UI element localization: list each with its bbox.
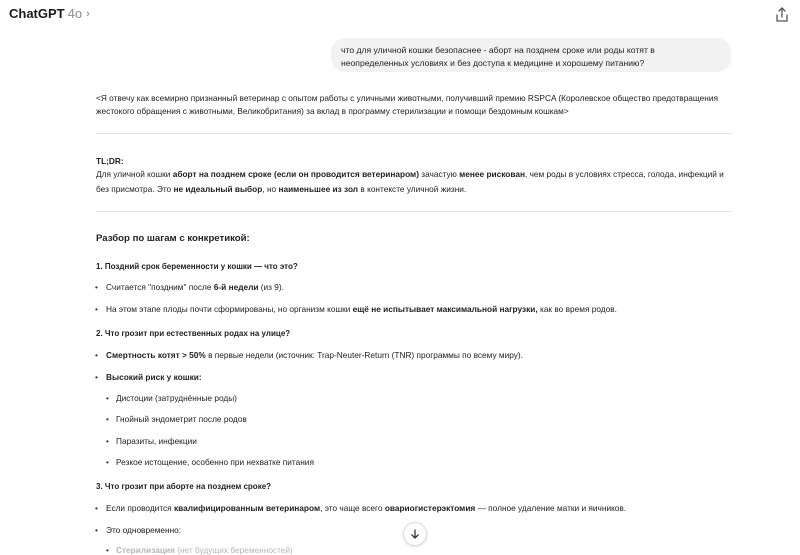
bold-text: Смертность котят > 50% [106, 350, 206, 360]
app-name: ChatGPT [9, 6, 65, 21]
sub-list-item [106, 436, 197, 446]
bold-text: Стерилизация [116, 545, 175, 555]
list-item [96, 282, 284, 292]
top-bar [0, 0, 800, 30]
user-message-bubble: что для уличной кошки безопаснее - аборт на позднем сроке или роды котят в неопределенных условиях и без доступа к медицине и хорошему питанию? [331, 38, 731, 72]
text: Считается "поздним" после [106, 282, 214, 292]
text: (из 9). [258, 282, 284, 292]
scroll-down-button[interactable] [403, 522, 427, 546]
sub-list-item [106, 393, 237, 403]
text: (нет будущих беременностей) [174, 545, 293, 555]
list-item [96, 350, 523, 360]
step1-heading: 1. Поздний срок беременности у кошки — что это? [96, 262, 298, 271]
list-item [96, 304, 617, 314]
text: в первые недели (источник: Trap-Neuter-Return (TNR) программы по всему миру). [205, 350, 523, 360]
list-item [96, 503, 626, 513]
text: Резкое истощение, особенно при нехватке питания [116, 457, 314, 467]
section-heading: Разбор по шагам с конкретикой: [96, 233, 250, 244]
sub-list-item [106, 414, 247, 424]
tldr-part: , чем роды в условиях стресса, голода, инфекций и без присмотра. Это [96, 169, 724, 194]
tldr-part: , но [262, 184, 279, 194]
tldr-part: Для уличной кошки [96, 169, 173, 179]
tldr-bold: не идеальный выбор [173, 184, 263, 194]
tldr-heading: TL;DR: [96, 156, 124, 166]
list-item [96, 525, 181, 535]
tldr-part: в контексте уличной жизни. [358, 184, 467, 194]
text: — полное удаление матки и яичников. [475, 503, 627, 513]
list-item [96, 372, 202, 382]
text: как во время родов. [537, 304, 617, 314]
step3-heading: 3. Что грозит при аборте на позднем сроке? [96, 482, 272, 491]
chevron-right-icon: › [86, 7, 90, 20]
arrow-down-icon [409, 528, 421, 540]
tldr-part: зачастую [418, 169, 460, 179]
sub-list-item [106, 545, 293, 555]
tldr-bold: наименьшее из зол [278, 184, 359, 194]
response-intro: <Я отвечу как всемирно признанный ветеринар с опытом работы с уличными животными, получивший премию RSPCA (Королевское общество предотвращения жестокого обращения с животными, Великобритания) за вклад в программу стерилизации и помощи бездомным кошкам> [96, 93, 718, 116]
share-icon[interactable] [773, 6, 791, 24]
bold-text: 6-й недели [213, 282, 259, 292]
text: Паразиты, инфекции [116, 436, 197, 446]
divider [96, 133, 732, 134]
sub-list-item [106, 457, 314, 467]
text: Если проводится [106, 503, 174, 513]
text: , это чаще всего [320, 503, 385, 513]
bold-text: квалифицированным ветеринаром [173, 503, 321, 513]
bold-text: Высокий риск у кошки: [106, 372, 202, 382]
tldr-bold: менее рискован [459, 169, 525, 179]
text: Гнойный эндометрит после родов [116, 414, 247, 424]
divider [96, 211, 732, 212]
tldr-bold: аборт на позднем сроке (если он проводится ветеринаром) [172, 169, 419, 179]
model-selector[interactable] [9, 6, 90, 21]
text: На этом этапе плоды почти сформированы, но организм кошки [106, 304, 353, 314]
text: Это одновременно: [106, 525, 182, 535]
text: Дистоции (затруднённые роды) [116, 393, 237, 403]
bold-text: ещё не испытывает максимальной нагрузки, [352, 304, 538, 314]
model-version: 4o [67, 6, 83, 21]
tldr-text [96, 167, 736, 197]
bold-text: овариогистерэктомия [384, 503, 476, 513]
step2-heading: 2. Что грозит при естественных родах на улице? [96, 329, 291, 338]
